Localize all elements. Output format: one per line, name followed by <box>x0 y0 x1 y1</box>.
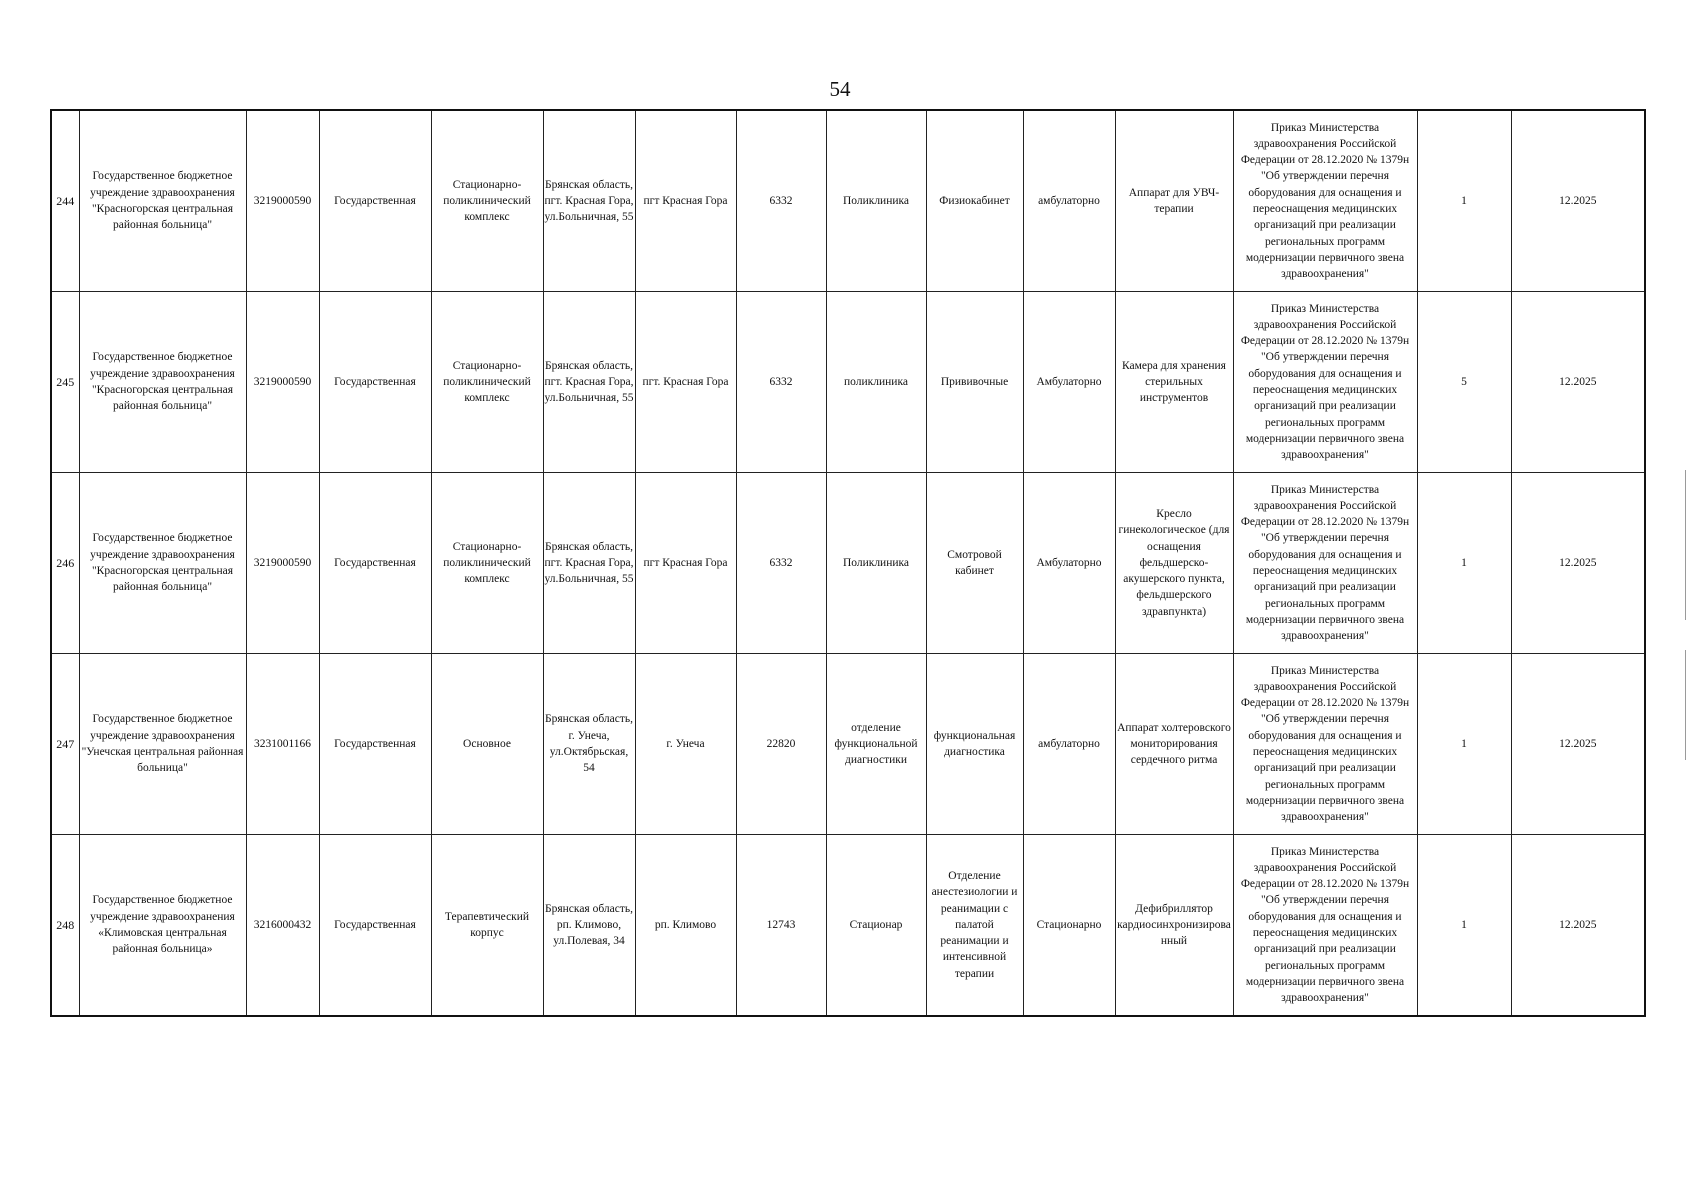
division: Поликлиника <box>826 110 926 292</box>
scan-edge-mark <box>1685 470 1686 620</box>
page-number: 54 <box>829 77 851 101</box>
unit: функциональная диагностика <box>926 654 1023 835</box>
quantity: 5 <box>1417 292 1511 473</box>
settlement: пгт. Красная Гора <box>635 292 736 473</box>
equipment-registry-table <box>50 109 1646 1017</box>
table-row <box>51 654 1645 835</box>
organization-name: Государственное бюджетное учреждение здравоохранения "Красногорская центральная районная больница" <box>79 110 246 292</box>
row-number: 244 <box>51 110 79 292</box>
population: 6332 <box>736 292 826 473</box>
organization-name: Государственное бюджетное учреждение здравоохранения «Климовская центральная районная больница» <box>79 835 246 1017</box>
division: Стационар <box>826 835 926 1017</box>
ownership-form: Государственная <box>319 292 431 473</box>
building: Стационарно-поликлинический комплекс <box>431 292 543 473</box>
settlement: пгт Красная Гора <box>635 110 736 292</box>
standard-order: Приказ Министерства здравоохранения Российской Федерации от 28.12.2020 № 1379н "Об утверждении перечня оборудования для оснащения и переоснащения медицинских организаций при реализации региональных программ модернизации первичного звена здравоохранения" <box>1233 654 1417 835</box>
standard-order: Приказ Министерства здравоохранения Российской Федерации от 28.12.2020 № 1379н "Об утверждении перечня оборудования для оснащения и переоснащения медицинских организаций при реализации региональных программ модернизации первичного звена здравоохранения" <box>1233 110 1417 292</box>
population: 12743 <box>736 835 826 1017</box>
unit: Отделение анестезиологии и реанимации с палатой реанимации и интенсивной терапии <box>926 835 1023 1017</box>
scan-edge-mark <box>1685 650 1686 760</box>
organization-name: Государственное бюджетное учреждение здравоохранения "Унечская центральная районная больница" <box>79 654 246 835</box>
settlement: рп. Климово <box>635 835 736 1017</box>
building: Основное <box>431 654 543 835</box>
standard-order: Приказ Министерства здравоохранения Российской Федерации от 28.12.2020 № 1379н "Об утверждении перечня оборудования для оснащения и переоснащения медицинских организаций при реализации региональных программ модернизации первичного звена здравоохранения" <box>1233 835 1417 1017</box>
inn: 3231001166 <box>246 654 319 835</box>
ownership-form: Государственная <box>319 473 431 654</box>
population: 6332 <box>736 110 826 292</box>
inn: 3216000432 <box>246 835 319 1017</box>
population: 22820 <box>736 654 826 835</box>
building: Терапевтический корпус <box>431 835 543 1017</box>
organization-name: Государственное бюджетное учреждение здравоохранения "Красногорская центральная районная больница" <box>79 473 246 654</box>
equipment: Аппарат для УВЧ-терапии <box>1115 110 1233 292</box>
standard-order: Приказ Министерства здравоохранения Российской Федерации от 28.12.2020 № 1379н "Об утверждении перечня оборудования для оснащения и переоснащения медицинских организаций при реализации региональных программ модернизации первичного звена здравоохранения" <box>1233 292 1417 473</box>
row-number: 248 <box>51 835 79 1017</box>
population: 6332 <box>736 473 826 654</box>
care-form: Амбулаторно <box>1023 473 1115 654</box>
ownership-form: Государственная <box>319 835 431 1017</box>
quantity: 1 <box>1417 473 1511 654</box>
division: поликлиника <box>826 292 926 473</box>
ownership-form: Государственная <box>319 110 431 292</box>
care-form: амбулаторно <box>1023 110 1115 292</box>
building: Стационарно-поликлинический комплекс <box>431 473 543 654</box>
table-row <box>51 292 1645 473</box>
inn: 3219000590 <box>246 110 319 292</box>
address: Брянская область, пгт. Красная Гора, ул.Больничная, 55 <box>543 292 635 473</box>
quantity: 1 <box>1417 835 1511 1017</box>
quantity: 1 <box>1417 110 1511 292</box>
unit: Физиокабинет <box>926 110 1023 292</box>
division: Поликлиника <box>826 473 926 654</box>
unit: Смотровой кабинет <box>926 473 1023 654</box>
ownership-form: Государственная <box>319 654 431 835</box>
deadline: 12.2025 <box>1511 835 1645 1017</box>
equipment: Аппарат холтеровского мониторирования сердечного ритма <box>1115 654 1233 835</box>
settlement: г. Унеча <box>635 654 736 835</box>
standard-order: Приказ Министерства здравоохранения Российской Федерации от 28.12.2020 № 1379н "Об утверждении перечня оборудования для оснащения и переоснащения медицинских организаций при реализации региональных программ модернизации первичного звена здравоохранения" <box>1233 473 1417 654</box>
address: Брянская область, пгт. Красная Гора, ул.Больничная, 55 <box>543 110 635 292</box>
address: Брянская область, рп. Климово, ул.Полевая, 34 <box>543 835 635 1017</box>
building: Стационарно-поликлинический комплекс <box>431 110 543 292</box>
address: Брянская область, пгт. Красная Гора, ул.Больничная, 55 <box>543 473 635 654</box>
care-form: Стационарно <box>1023 835 1115 1017</box>
equipment: Дефибриллятор кардиосинхронизированный <box>1115 835 1233 1017</box>
settlement: пгт Красная Гора <box>635 473 736 654</box>
address: Брянская область, г. Унеча, ул.Октябрьская, 54 <box>543 654 635 835</box>
row-number: 245 <box>51 292 79 473</box>
deadline: 12.2025 <box>1511 654 1645 835</box>
care-form: Амбулаторно <box>1023 292 1115 473</box>
equipment: Камера для хранения стерильных инструментов <box>1115 292 1233 473</box>
care-form: амбулаторно <box>1023 654 1115 835</box>
row-number: 247 <box>51 654 79 835</box>
inn: 3219000590 <box>246 473 319 654</box>
unit: Прививочные <box>926 292 1023 473</box>
equipment: Кресло гинекологическое (для оснащения фельдшерско-акушерского пункта, фельдшерского здравпункта) <box>1115 473 1233 654</box>
division: отделение функциональной диагностики <box>826 654 926 835</box>
organization-name: Государственное бюджетное учреждение здравоохранения "Красногорская центральная районная больница" <box>79 292 246 473</box>
deadline: 12.2025 <box>1511 110 1645 292</box>
table-row <box>51 473 1645 654</box>
table-row <box>51 835 1645 1017</box>
deadline: 12.2025 <box>1511 473 1645 654</box>
row-number: 246 <box>51 473 79 654</box>
inn: 3219000590 <box>246 292 319 473</box>
table-row <box>51 110 1645 292</box>
deadline: 12.2025 <box>1511 292 1645 473</box>
quantity: 1 <box>1417 654 1511 835</box>
